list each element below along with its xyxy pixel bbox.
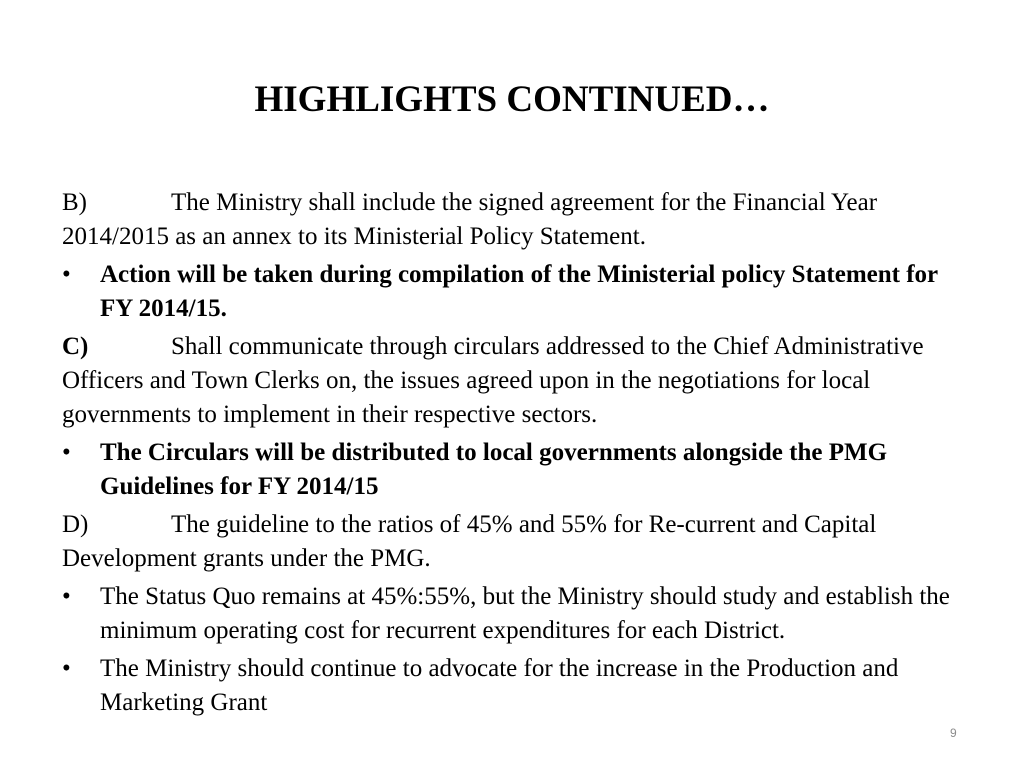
- paragraph-d: [62, 508, 962, 576]
- paragraph-text: The Ministry shall include the signed agreement for the Financial Year 2014/2015 as an annex to its Ministerial Policy Statement.: [62, 189, 878, 250]
- paragraph-label: B): [62, 189, 87, 216]
- paragraph-b: [62, 186, 962, 254]
- bullet-text: The Circulars will be distributed to local governments alongside the PMG Guidelines for FY 2014/15: [100, 439, 888, 500]
- bullet-marker: •: [62, 439, 71, 466]
- bullet-item: [62, 652, 962, 720]
- bullet-marker: •: [62, 655, 71, 682]
- bullet-item: [62, 258, 962, 326]
- paragraph-label: C): [62, 333, 89, 360]
- bullet-item: [62, 580, 962, 648]
- bullet-item: [62, 436, 962, 504]
- bullet-text: The Ministry should continue to advocate for the increase in the Production and Marketing Grant: [100, 655, 899, 716]
- paragraph-text: The guideline to the ratios of 45% and 55% for Re-current and Capital Development grants under the PMG.: [62, 511, 877, 572]
- bullet-text: Action will be taken during compilation of the Ministerial policy Statement for FY 2014/15.: [100, 261, 938, 322]
- bullet-marker: •: [62, 261, 71, 288]
- slide-title: HIGHLIGHTS CONTINUED…: [254, 79, 770, 120]
- paragraph-label: D): [62, 511, 89, 538]
- paragraph-c: [62, 330, 962, 432]
- bullet-text: The Status Quo remains at 45%:55%, but the Ministry should study and establish the minimum operating cost for recurrent expenditures for each District.: [100, 583, 950, 644]
- page-number: 9: [950, 726, 957, 740]
- paragraph-text: Shall communicate through circulars addressed to the Chief Administrative Officers and Town Clerks on, the issues agreed upon in the negotiations for local governments to implement in their respective sectors.: [62, 333, 924, 428]
- bullet-marker: •: [62, 583, 71, 610]
- slide-body: [62, 186, 962, 724]
